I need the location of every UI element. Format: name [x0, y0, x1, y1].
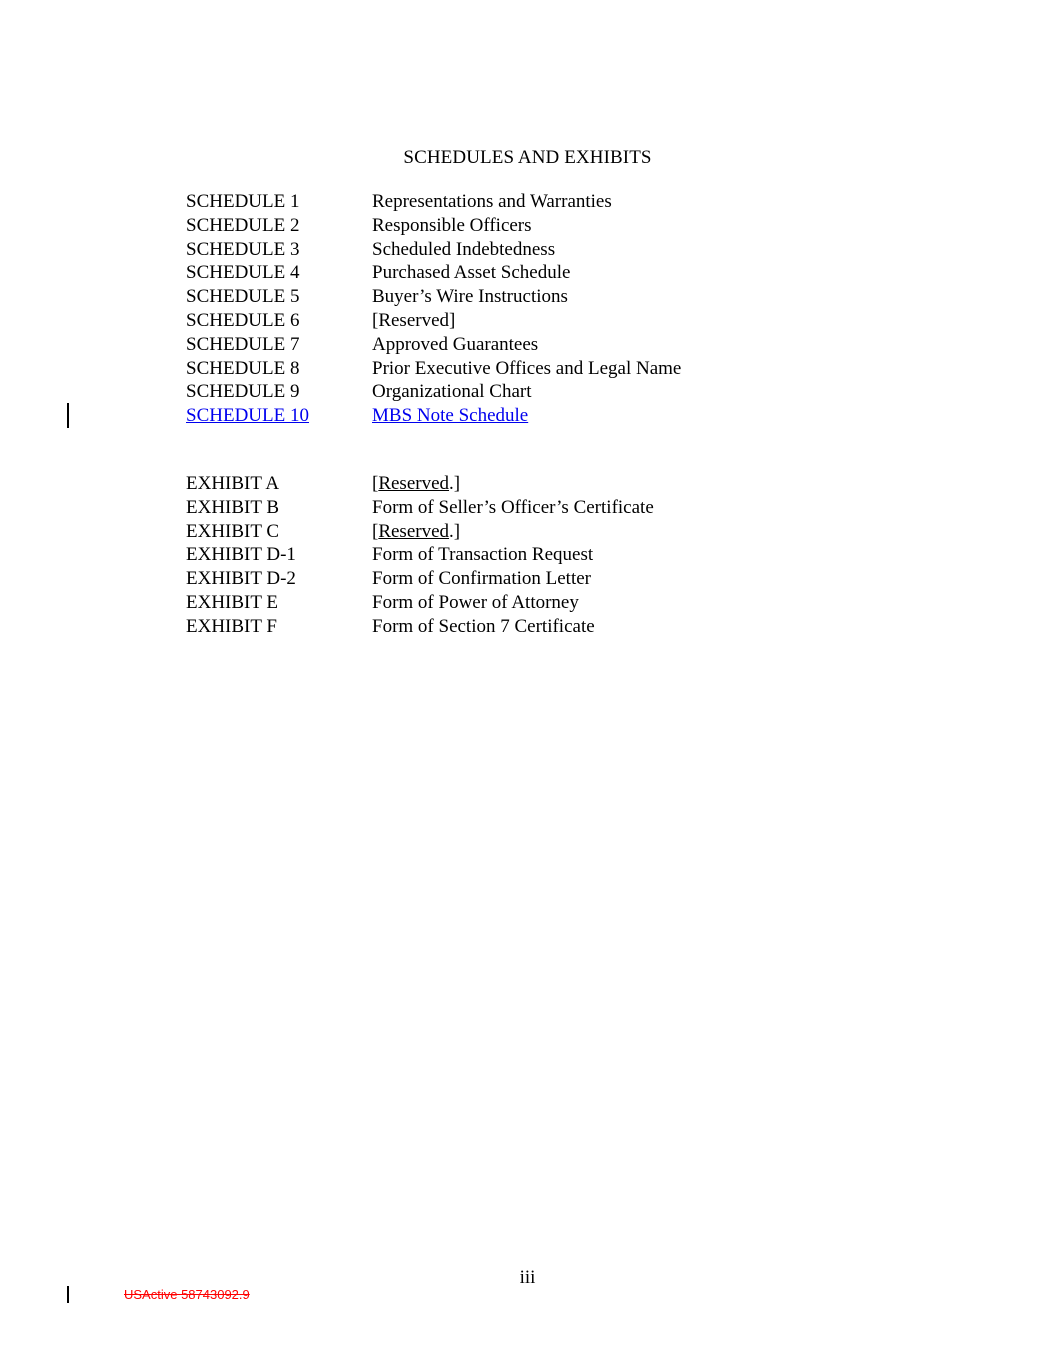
schedule-row-7 — [186, 333, 681, 357]
revision-change-bar — [67, 403, 69, 428]
schedule-title: [Reserved] — [372, 309, 456, 331]
exhibit-code: EXHIBIT D-1 — [186, 544, 296, 566]
schedule-code: SCHEDULE 4 — [186, 262, 300, 284]
schedule-title: Scheduled Indebtedness — [372, 238, 556, 260]
schedule-code: SCHEDULE 1 — [186, 191, 300, 212]
schedule-title: Organizational Chart — [372, 381, 532, 403]
exhibit-row-b — [186, 496, 654, 520]
schedule-row-8 — [186, 357, 681, 381]
exhibit-title — [372, 543, 593, 567]
exhibit-title — [372, 496, 654, 520]
exhibit-row-d1 — [186, 543, 654, 567]
schedule-code: SCHEDULE 8 — [186, 357, 300, 379]
exhibit-code: EXHIBIT F — [186, 615, 277, 637]
footer-document-id: USActive 58743092.9 — [124, 1287, 250, 1302]
schedule-row-2 — [186, 214, 681, 238]
exhibit-title-prefix: Form of Section 7 Certificate — [372, 615, 595, 637]
exhibit-title-prefix: [ — [372, 473, 379, 494]
exhibit-title-underlined: Reserved — [378, 520, 450, 542]
exhibit-row-d2 — [186, 567, 654, 591]
exhibit-title-prefix: Form of Power of Attorney — [372, 591, 579, 613]
page-title: SCHEDULES AND EXHIBITS — [403, 147, 652, 168]
schedule-title-link[interactable]: MBS Note Schedule — [372, 405, 529, 427]
exhibit-code: EXHIBIT B — [186, 496, 280, 518]
exhibit-title-suffix: .] — [449, 473, 461, 494]
schedule-title: Purchased Asset Schedule — [372, 262, 571, 284]
schedule-code: SCHEDULE 9 — [186, 381, 300, 403]
exhibit-row-c — [186, 520, 654, 544]
schedule-row-1 — [186, 190, 681, 214]
schedule-row-6 — [186, 309, 681, 333]
exhibit-title-prefix: [ — [372, 520, 379, 542]
exhibit-code: EXHIBIT D-2 — [186, 568, 296, 590]
exhibit-title-underlined: Reserved — [378, 473, 450, 494]
schedule-code: SCHEDULE 6 — [186, 309, 300, 331]
exhibit-row-e — [186, 591, 654, 615]
exhibit-row-a — [186, 472, 654, 496]
schedule-title: Approved Guarantees — [372, 333, 539, 355]
exhibit-title-suffix: .] — [449, 520, 461, 542]
exhibit-title — [372, 615, 595, 639]
schedule-code: SCHEDULE 7 — [186, 333, 300, 355]
exhibit-code: EXHIBIT E — [186, 591, 278, 613]
page-number: iii — [519, 1267, 536, 1288]
exhibit-title-prefix: Form of Seller’s Officer’s Certificate — [372, 496, 654, 518]
exhibit-title-prefix: Form of Confirmation Letter — [372, 568, 591, 590]
schedule-title: Representations and Warranties — [372, 191, 612, 212]
schedule-row-10-inserted[interactable] — [186, 404, 681, 428]
exhibit-title — [372, 520, 460, 544]
schedule-code: SCHEDULE 3 — [186, 238, 300, 260]
exhibit-row-f — [186, 615, 654, 639]
schedule-title: Buyer’s Wire Instructions — [372, 286, 568, 308]
schedule-code-link[interactable]: SCHEDULE 10 — [186, 405, 309, 427]
schedules-list — [186, 190, 681, 428]
exhibit-title — [372, 591, 579, 615]
schedule-code: SCHEDULE 2 — [186, 214, 300, 236]
schedule-row-3 — [186, 238, 681, 262]
schedule-row-5 — [186, 285, 681, 309]
exhibit-code: EXHIBIT C — [186, 520, 280, 542]
exhibit-title — [372, 472, 460, 496]
schedule-title: Responsible Officers — [372, 214, 532, 236]
schedule-title: Prior Executive Offices and Legal Name — [372, 357, 682, 379]
exhibit-title — [372, 567, 591, 591]
exhibit-code: EXHIBIT A — [186, 473, 280, 494]
schedule-row-9 — [186, 380, 681, 404]
exhibits-list — [186, 472, 654, 639]
exhibit-title-prefix: Form of Transaction Request — [372, 544, 594, 566]
schedule-row-4 — [186, 261, 681, 285]
schedule-code: SCHEDULE 5 — [186, 286, 300, 308]
